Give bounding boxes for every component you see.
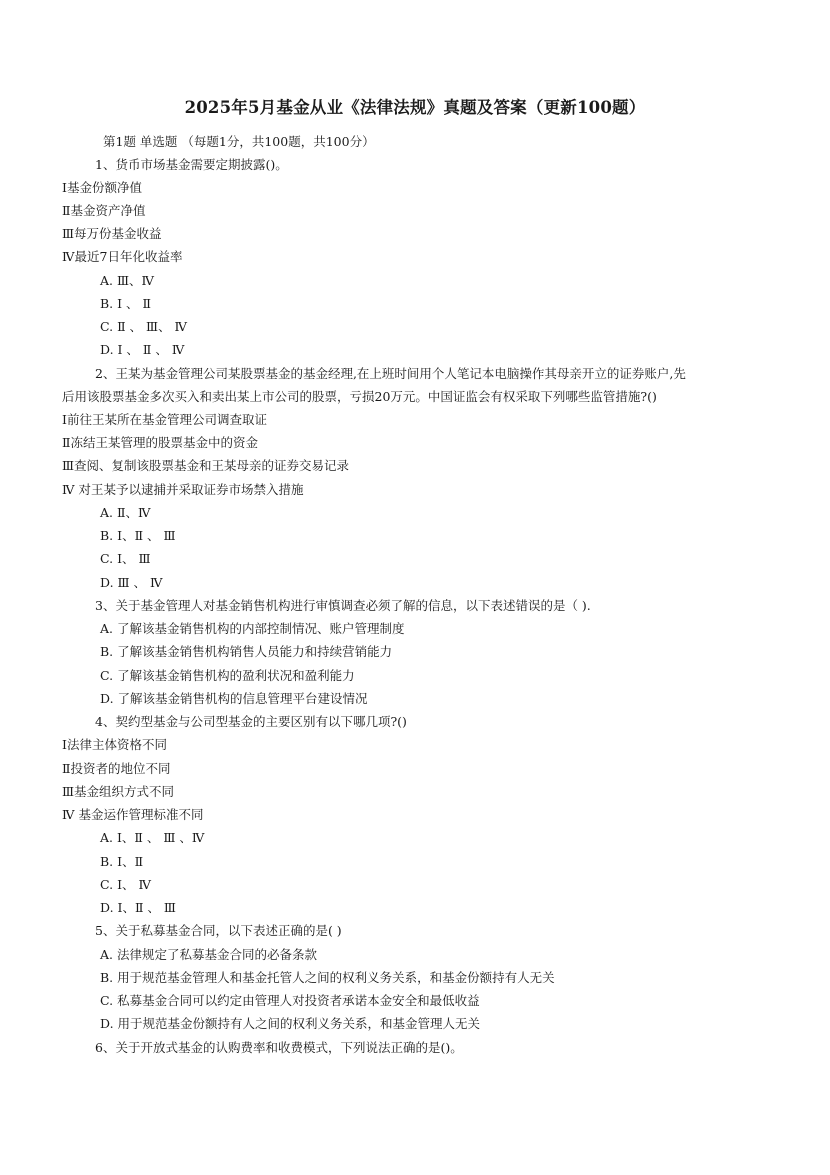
question-4-option-b: B. Ⅰ、Ⅱ <box>100 854 144 869</box>
question-1-option-d: D. Ⅰ 、 Ⅱ 、 Ⅳ <box>100 342 185 357</box>
question-2-item-2: Ⅱ冻结王某管理的股票基金中的资金 <box>62 435 258 450</box>
question-3-option-c: C. 了解该基金销售机构的盈利状况和盈利能力 <box>100 668 355 683</box>
document-title: 2025年5月基金从业《法律法规》真题及答案（更新100题） <box>184 98 646 117</box>
question-3-option-d: D. 了解该基金销售机构的信息管理平台建设情况 <box>100 691 368 706</box>
question-2-option-a: A. Ⅱ、Ⅳ <box>100 505 151 520</box>
question-2-option-d: D. Ⅲ 、 Ⅳ <box>100 575 163 590</box>
question-1-item-2: Ⅱ基金资产净值 <box>62 203 146 218</box>
question-4-option-a: A. Ⅰ、Ⅱ 、 Ⅲ 、Ⅳ <box>100 830 205 845</box>
question-3-option-a: A. 了解该基金销售机构的内部控制情况、账户管理制度 <box>100 621 405 636</box>
question-3-option-b: B. 了解该基金销售机构销售人员能力和持续营销能力 <box>100 644 393 659</box>
question-1-stem: 1、货币市场基金需要定期披露()。 <box>95 157 288 172</box>
question-1-item-4: Ⅳ最近7日年化收益率 <box>62 249 183 264</box>
question-4-item-1: Ⅰ法律主体资格不同 <box>62 737 167 752</box>
question-1-option-b: B. Ⅰ 、 Ⅱ <box>100 296 152 311</box>
question-4-item-3: Ⅲ基金组织方式不同 <box>62 784 175 799</box>
question-4-stem: 4、契约型基金与公司型基金的主要区别有以下哪几项?() <box>95 714 407 729</box>
question-2-option-c: C. Ⅰ、 Ⅲ <box>100 551 151 566</box>
question-5-option-d: D. 用于规范基金份额持有人之间的权利义务关系，和基金管理人无关 <box>100 1016 481 1031</box>
question-4-item-4: Ⅳ 基金运作管理标准不同 <box>62 807 204 822</box>
question-2-item-3: Ⅲ查阅、复制该股票基金和王某母亲的证券交易记录 <box>62 458 350 473</box>
question-6-stem: 6、关于开放式基金的认购费率和收费模式，下列说法正确的是()。 <box>95 1040 463 1055</box>
question-1-item-3: Ⅲ每万份基金收益 <box>62 226 162 241</box>
question-1-option-a: A. Ⅲ、Ⅳ <box>100 273 155 288</box>
question-5-option-c: C. 私募基金合同可以约定由管理人对投资者承诺本金安全和最低收益 <box>100 993 480 1008</box>
question-1-item-1: Ⅰ基金份额净值 <box>62 180 142 195</box>
question-5-option-a: A. 法律规定了私募基金合同的必备条款 <box>100 947 317 962</box>
question-2-item-1: Ⅰ前往王某所在基金管理公司调查取证 <box>62 412 267 427</box>
question-5-stem: 5、关于私募基金合同，以下表述正确的是( ) <box>95 923 342 938</box>
section-header: 第1题 单选题 （每题1分，共100题，共100分） <box>103 134 375 149</box>
question-2-stem-line-1: 2、王某为基金管理公司某股票基金的基金经理,在上班时间用个人笔记本电脑操作其母亲开立的证券账户,先 <box>95 366 686 381</box>
question-5-option-b: B. 用于规范基金管理人和基金托管人之间的权利义务关系，和基金份额持有人无关 <box>100 970 555 985</box>
question-4-item-2: Ⅱ投资者的地位不同 <box>62 761 171 776</box>
question-2-stem-line-2: 后用该股票基金多次买入和卖出某上市公司的股票，亏损20万元。中国证监会有权采取下列哪些监管措施?() <box>62 389 657 404</box>
question-2-option-b: B. Ⅰ、Ⅱ 、 Ⅲ <box>100 528 176 543</box>
question-2-item-4: Ⅳ 对王某予以逮捕并采取证券市场禁入措施 <box>62 482 304 497</box>
question-4-option-c: C. Ⅰ、 Ⅳ <box>100 877 151 892</box>
question-1-option-c: C. Ⅱ 、 Ⅲ、 Ⅳ <box>100 319 188 334</box>
question-3-stem: 3、关于基金管理人对基金销售机构进行审慎调查必须了解的信息，以下表述错误的是（ ). <box>95 598 591 613</box>
question-4-option-d: D. Ⅰ、Ⅱ 、 Ⅲ <box>100 900 176 915</box>
